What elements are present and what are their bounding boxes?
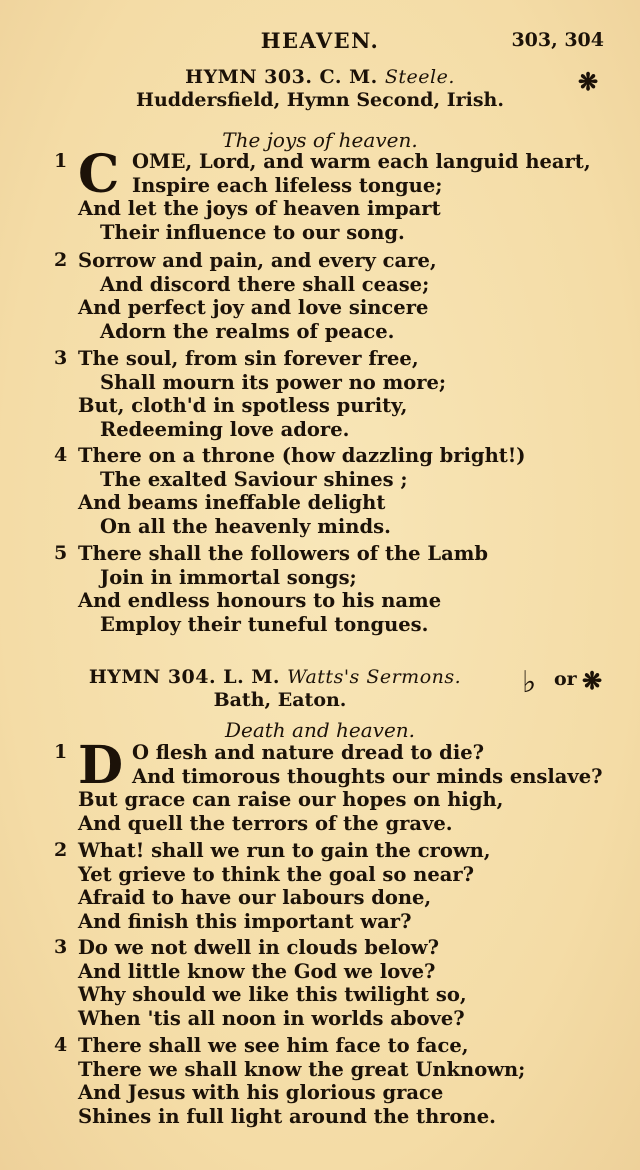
verse-line: And discord there shall cease; xyxy=(100,272,430,296)
stanza-number: 1 xyxy=(54,741,68,763)
verse-line: And quell the terrors of the grave. xyxy=(78,811,453,835)
stanza-number: 5 xyxy=(54,542,68,564)
hymn-303-stanza-2 xyxy=(54,249,616,343)
verse-line: Redeeming love adore. xyxy=(100,417,350,441)
drop-cap: D xyxy=(78,735,124,796)
hymn-303-title xyxy=(0,66,640,88)
hymn-304-tunes: Bath, Eaton. xyxy=(213,689,347,711)
verse-line: On all the heavenly minds. xyxy=(100,514,391,538)
verse-line: But grace can raise our hopes on high, xyxy=(78,788,504,811)
verse-line: Shines in full light around the throne. xyxy=(78,1104,496,1128)
stanza-number: 4 xyxy=(54,444,68,466)
verse-line: And Jesus with his glorious grace xyxy=(78,1081,444,1104)
drop-cap: C xyxy=(78,144,120,205)
or-text: or xyxy=(554,668,577,690)
page-numbers: 303, 304 xyxy=(511,29,604,51)
verse-line: Their influence to our song. xyxy=(100,220,405,244)
verse-line: Sorrow and pain, and every care, xyxy=(78,249,437,272)
hymn-304-author: Watts's Sermons. xyxy=(287,666,462,688)
verse-line: And timorous thoughts our minds enslave? xyxy=(132,764,603,788)
verse-line: And endless honours to his name xyxy=(78,589,442,612)
verse-line: Do we not dwell in clouds below? xyxy=(78,936,440,959)
verse-line: Shall mourn its power no more; xyxy=(100,370,447,394)
hymn-303-author: Steele. xyxy=(384,66,455,88)
verse-line: There shall the followers of the Lamb xyxy=(78,542,488,565)
verse-line: When 'tis all noon in worlds above? xyxy=(78,1006,465,1030)
hymn-303-stanza-3 xyxy=(54,347,616,441)
running-head xyxy=(0,28,640,58)
verse-line: And perfect joy and love sincere xyxy=(78,296,429,319)
hymn-304-stanza-4 xyxy=(54,1034,616,1128)
stanza-number: 2 xyxy=(54,249,68,271)
hymn-304-stanza-2 xyxy=(54,839,616,933)
verse-line: But, cloth'd in spotless purity, xyxy=(78,394,408,417)
verse-line: And little know the God we love? xyxy=(78,959,436,983)
stanza-number: 1 xyxy=(54,150,68,172)
verse-line: And finish this important war? xyxy=(78,909,412,933)
hymn-304-header xyxy=(0,666,640,711)
page-title: HEAVEN. xyxy=(260,28,380,53)
stanza-number: 4 xyxy=(54,1034,68,1056)
ornament-icon: ❋ xyxy=(578,67,599,96)
stanza-number: 2 xyxy=(54,839,68,861)
verse-line: Why should we like this twilight so, xyxy=(78,983,467,1006)
hymn-303-stanza-5 xyxy=(54,542,616,636)
hymn-303-header xyxy=(0,66,640,111)
verse-line: There shall we see him face to face, xyxy=(78,1034,469,1057)
verse-line: And let the joys of heaven impart xyxy=(78,197,441,220)
hymn-304-number-meter: HYMN 304. L. M. xyxy=(88,666,280,688)
verse-line: Adorn the realms of peace. xyxy=(100,319,395,343)
hymn-303-stanza-4 xyxy=(54,444,616,538)
stanza-number: 3 xyxy=(54,347,68,369)
ornament-icon: ❋ xyxy=(582,666,603,695)
verse-line: Employ their tuneful tongues. xyxy=(100,612,429,636)
verse-line: And beams ineffable delight xyxy=(78,491,386,514)
verse-line: There on a throne (how dazzling bright!) xyxy=(78,444,526,467)
verse-line: Afraid to have our labours done, xyxy=(78,886,432,909)
hymn-304-stanza-3 xyxy=(54,936,616,1030)
verse-line: What! shall we run to gain the crown, xyxy=(78,839,491,862)
stanza-number: 3 xyxy=(54,936,68,958)
hymn-304-subtitle: Death and heaven. xyxy=(224,718,416,742)
flat-icon: ♭ xyxy=(522,665,537,700)
verse-line: OME, Lord, and warm each languid heart, xyxy=(132,150,591,173)
verse-line: The exalted Saviour shines ; xyxy=(100,467,408,491)
hymn-303-number-meter: HYMN 303. C. M. xyxy=(185,66,378,88)
verse-line: Yet grieve to think the goal so near? xyxy=(78,862,475,886)
verse-line: Join in immortal songs; xyxy=(100,565,357,589)
verse-line: Inspire each lifeless tongue; xyxy=(132,173,443,197)
hymn-304-stanza-1 xyxy=(54,735,616,835)
hymn-303-stanza-1 xyxy=(54,144,616,244)
hymn-303-tunes: Huddersfield, Hymn Second, Irish. xyxy=(136,89,504,111)
verse-line: The soul, from sin forever free, xyxy=(78,347,419,370)
hymn-303-subtitle: The joys of heaven. xyxy=(222,128,418,152)
verse-line: O flesh and nature dread to die? xyxy=(132,741,485,764)
verse-line: There we shall know the great Unknown; xyxy=(78,1057,526,1081)
hymn-304-title xyxy=(0,666,640,688)
